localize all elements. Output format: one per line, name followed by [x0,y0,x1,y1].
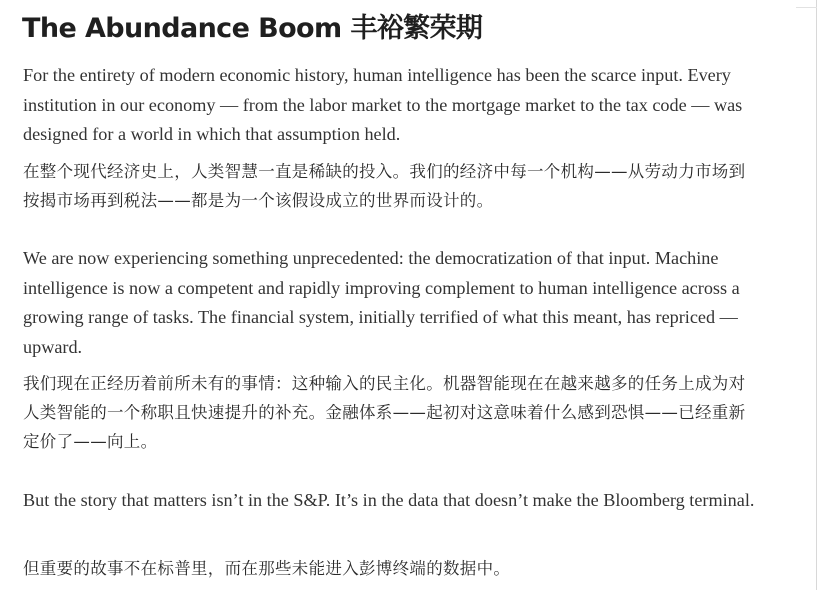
paragraph-3-chinese: 但重要的故事不在标普里，而在那些未能进入彭博终端的数据中。 [23,559,511,578]
paragraph-1-english: For the entirety of modern economic history, human intelligence has been the scarce input. Every institution in our economy — from the labor market to the mortgage market to the tax code — was designed for a world in which that assumption held. [23,65,743,144]
paragraph-2-english: We are now experiencing something unprecedented: the democratization of that input. Machine intelligence is now a competent and rapidly improving complement to human intelligence across a growing range of tasks. The financial system, initially terrified of what this meant, has repriced — upward. [23,248,740,357]
paragraph-3-english: But the story that matters isn’t in the S&P. It’s in the data that doesn’t make the Bloomberg terminal. [23,490,755,510]
paragraph-1-chinese: 在整个现代经济史上，人类智慧一直是稀缺的投入。我们的经济中每一个机构——从劳动力市场到按揭市场再到税法——都是为一个该假设成立的世界而设计的。 [23,162,746,210]
article-title: The Abundance Boom 丰裕繁荣期 [22,13,483,44]
page-divider [816,0,817,590]
paragraph-2-chinese: 我们现在正经历着前所未有的事情：这种输入的民主化。机器智能现在在越来越多的任务上成为对人类智能的一个称职且快速提升的补充。金融体系——起初对这意味着什么感到恐惧——已经重新定价了——向上。 [23,374,746,451]
page-divider-top [796,7,817,8]
